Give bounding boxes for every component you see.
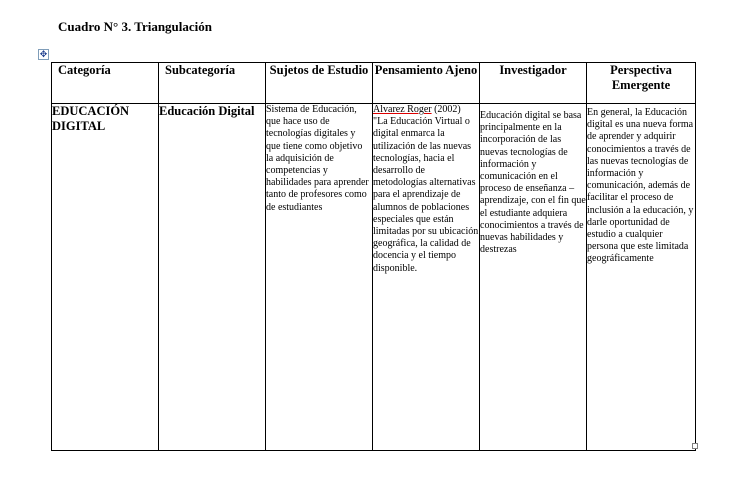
table-resize-handle[interactable]: [692, 443, 698, 449]
table-move-handle-icon[interactable]: ✥: [39, 49, 48, 59]
table-caption: Cuadro N° 3. Triangulación: [58, 19, 213, 34]
cell-perspectiva: En general, la Educación digital es una nueva forma de aprender y adquirir conocimientos a través de las nuevas tecnologías de información y comunicación, además de facilitar el proceso de inclusión a la educación, y darle oportunidad de estudio a cualquier persona que este limitada geográficamente: [587, 104, 696, 451]
citation-author: Alvarez Roger: [373, 104, 432, 115]
citation-quote: "La Educación Virtual o digital enmarca la utilización de las nuevas tecnologías, hacia el desarrollo de metodologías alternativas para el aprendizaje de alumnos de poblaciones especiales que están limitadas por su ubicación geográfica, la calidad de docencia y el tiempo disponible.: [373, 116, 479, 274]
header-pensamiento-ajeno: Pensamiento Ajeno: [373, 63, 480, 104]
cell-pensamiento: [373, 104, 480, 451]
cell-categoria: EDUCACIÓN DIGITAL: [52, 104, 159, 451]
table-header-row: [52, 63, 696, 104]
table-row: [52, 104, 696, 451]
header-perspectiva-emergente: Perspectiva Emergente: [587, 63, 696, 104]
cell-investigador: Educación digital se basa principalmente en la incorporación de las nuevas tecnologías de información y comunicación en el proceso de enseñanza –aprendizaje, con el fin que el estudiante adquiera conocimientos a través de nuevas habilidades y destrezas: [480, 104, 587, 451]
cell-sujetos: Sistema de Educación, que hace uso de tecnologías digitales y que tiene como objetivo la adquisición de competencias y habilidades para aprender tanto de profesores como de estudiantes: [266, 104, 373, 451]
triangulation-table: [51, 62, 696, 451]
citation-year: (2002): [431, 104, 461, 115]
header-investigador: Investigador: [480, 63, 587, 104]
header-subcategoria: Subcategoría: [159, 63, 266, 104]
header-categoria: Categoría: [52, 63, 159, 104]
cell-subcategoria: Educación Digital: [159, 104, 266, 451]
header-sujetos-de-estudio: Sujetos de Estudio: [266, 63, 373, 104]
